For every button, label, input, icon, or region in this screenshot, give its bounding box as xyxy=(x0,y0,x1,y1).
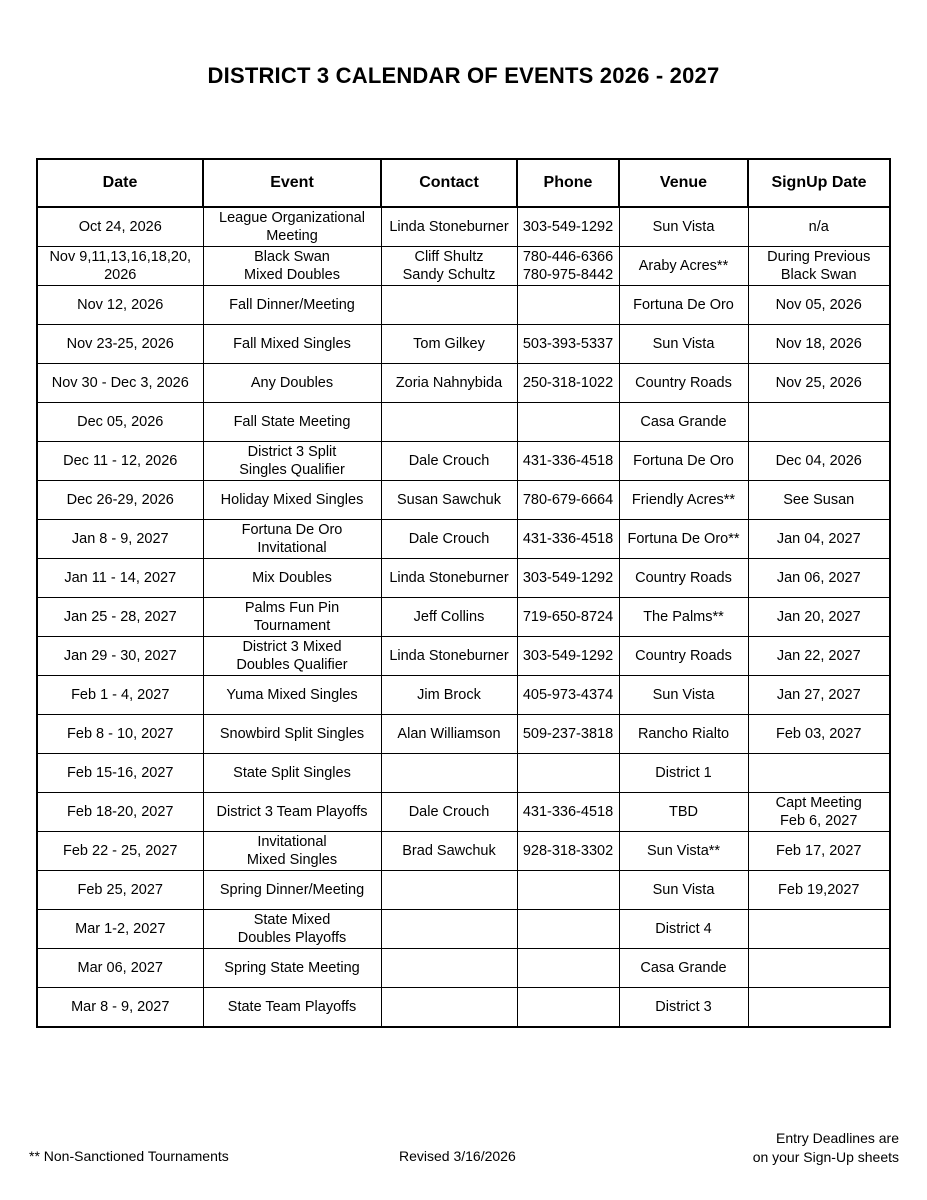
phone-cell xyxy=(517,286,619,325)
signup-date-cell xyxy=(748,988,890,1028)
event-cell: Black Swan Mixed Doubles xyxy=(203,247,381,286)
event-cell: Holiday Mixed Singles xyxy=(203,481,381,520)
venue-cell: Fortuna De Oro** xyxy=(619,520,748,559)
signup-date-cell xyxy=(748,910,890,949)
date-cell: Nov 9,11,13,16,18,20, 2026 xyxy=(37,247,203,286)
table-row xyxy=(37,325,890,364)
phone-cell: 928-318-3302 xyxy=(517,832,619,871)
event-cell: Yuma Mixed Singles xyxy=(203,676,381,715)
signup-date-cell: Nov 05, 2026 xyxy=(748,286,890,325)
signup-date-cell xyxy=(748,754,890,793)
signup-date-cell xyxy=(748,949,890,988)
date-cell: Feb 25, 2027 xyxy=(37,871,203,910)
event-cell: Any Doubles xyxy=(203,364,381,403)
event-cell: State Team Playoffs xyxy=(203,988,381,1028)
footer-revised: Revised 3/16/2026 xyxy=(399,1148,516,1164)
date-cell: Feb 22 - 25, 2027 xyxy=(37,832,203,871)
phone-cell: 780-679-6664 xyxy=(517,481,619,520)
event-cell: Fall State Meeting xyxy=(203,403,381,442)
event-cell: State Split Singles xyxy=(203,754,381,793)
venue-cell: Sun Vista** xyxy=(619,832,748,871)
signup-date-cell: During Previous Black Swan xyxy=(748,247,890,286)
column-header-contact: Contact xyxy=(381,159,517,207)
contact-cell xyxy=(381,910,517,949)
venue-cell: Casa Grande xyxy=(619,403,748,442)
events-table xyxy=(36,158,891,1028)
signup-date-cell: See Susan xyxy=(748,481,890,520)
phone-cell: 303-549-1292 xyxy=(517,207,619,247)
contact-cell: Dale Crouch xyxy=(381,793,517,832)
phone-cell: 303-549-1292 xyxy=(517,559,619,598)
contact-cell: Tom Gilkey xyxy=(381,325,517,364)
contact-cell xyxy=(381,988,517,1028)
column-header-signup-date: SignUp Date xyxy=(748,159,890,207)
table-row xyxy=(37,481,890,520)
signup-date-cell: Jan 04, 2027 xyxy=(748,520,890,559)
venue-cell: Sun Vista xyxy=(619,325,748,364)
contact-cell: Jim Brock xyxy=(381,676,517,715)
phone-cell xyxy=(517,988,619,1028)
column-header-event: Event xyxy=(203,159,381,207)
column-header-date: Date xyxy=(37,159,203,207)
phone-cell xyxy=(517,910,619,949)
contact-cell xyxy=(381,754,517,793)
contact-cell: Jeff Collins xyxy=(381,598,517,637)
phone-cell: 509-237-3818 xyxy=(517,715,619,754)
contact-cell: Susan Sawchuk xyxy=(381,481,517,520)
contact-cell: Linda Stoneburner xyxy=(381,207,517,247)
event-cell: Fall Dinner/Meeting xyxy=(203,286,381,325)
table-row xyxy=(37,871,890,910)
column-header-phone: Phone xyxy=(517,159,619,207)
venue-cell: Fortuna De Oro xyxy=(619,442,748,481)
table-row xyxy=(37,676,890,715)
phone-cell: 405-973-4374 xyxy=(517,676,619,715)
contact-cell xyxy=(381,403,517,442)
date-cell: Jan 25 - 28, 2027 xyxy=(37,598,203,637)
contact-cell: Dale Crouch xyxy=(381,520,517,559)
table-row xyxy=(37,754,890,793)
contact-cell: Linda Stoneburner xyxy=(381,637,517,676)
contact-cell: Alan Williamson xyxy=(381,715,517,754)
footer-note: ** Non-Sanctioned Tournaments xyxy=(29,1148,229,1164)
date-cell: Oct 24, 2026 xyxy=(37,207,203,247)
contact-cell: Zoria Nahnybida xyxy=(381,364,517,403)
signup-date-cell xyxy=(748,403,890,442)
event-cell: Spring State Meeting xyxy=(203,949,381,988)
venue-cell: District 3 xyxy=(619,988,748,1028)
venue-cell: Casa Grande xyxy=(619,949,748,988)
contact-cell xyxy=(381,286,517,325)
date-cell: Jan 29 - 30, 2027 xyxy=(37,637,203,676)
signup-date-cell: Jan 20, 2027 xyxy=(748,598,890,637)
table-row xyxy=(37,442,890,481)
date-cell: Nov 30 - Dec 3, 2026 xyxy=(37,364,203,403)
event-cell: District 3 Split Singles Qualifier xyxy=(203,442,381,481)
date-cell: Nov 23-25, 2026 xyxy=(37,325,203,364)
venue-cell: District 1 xyxy=(619,754,748,793)
signup-date-cell: n/a xyxy=(748,207,890,247)
signup-date-cell: Jan 22, 2027 xyxy=(748,637,890,676)
venue-cell: Sun Vista xyxy=(619,676,748,715)
signup-date-cell: Dec 04, 2026 xyxy=(748,442,890,481)
event-cell: District 3 Mixed Doubles Qualifier xyxy=(203,637,381,676)
table-row xyxy=(37,286,890,325)
venue-cell: Sun Vista xyxy=(619,207,748,247)
venue-cell: Fortuna De Oro xyxy=(619,286,748,325)
phone-cell xyxy=(517,403,619,442)
date-cell: Mar 1-2, 2027 xyxy=(37,910,203,949)
phone-cell: 303-549-1292 xyxy=(517,637,619,676)
phone-cell: 431-336-4518 xyxy=(517,520,619,559)
signup-date-cell: Capt Meeting Feb 6, 2027 xyxy=(748,793,890,832)
contact-cell: Linda Stoneburner xyxy=(381,559,517,598)
table-row xyxy=(37,949,890,988)
phone-cell: 431-336-4518 xyxy=(517,442,619,481)
date-cell: Jan 8 - 9, 2027 xyxy=(37,520,203,559)
table-row xyxy=(37,793,890,832)
table-row xyxy=(37,715,890,754)
event-cell: Snowbird Split Singles xyxy=(203,715,381,754)
signup-date-cell: Nov 25, 2026 xyxy=(748,364,890,403)
event-cell: Invitational Mixed Singles xyxy=(203,832,381,871)
contact-cell: Cliff Shultz Sandy Schultz xyxy=(381,247,517,286)
venue-cell: District 4 xyxy=(619,910,748,949)
phone-cell: 431-336-4518 xyxy=(517,793,619,832)
signup-date-cell: Feb 17, 2027 xyxy=(748,832,890,871)
date-cell: Feb 18-20, 2027 xyxy=(37,793,203,832)
date-cell: Mar 8 - 9, 2027 xyxy=(37,988,203,1028)
date-cell: Feb 15-16, 2027 xyxy=(37,754,203,793)
event-cell: District 3 Team Playoffs xyxy=(203,793,381,832)
date-cell: Feb 1 - 4, 2027 xyxy=(37,676,203,715)
event-cell: Mix Doubles xyxy=(203,559,381,598)
event-cell: Palms Fun Pin Tournament xyxy=(203,598,381,637)
signup-date-cell: Jan 06, 2027 xyxy=(748,559,890,598)
venue-cell: Country Roads xyxy=(619,364,748,403)
events-table-body xyxy=(37,207,890,1027)
contact-cell xyxy=(381,949,517,988)
table-row xyxy=(37,207,890,247)
event-cell: Fall Mixed Singles xyxy=(203,325,381,364)
table-row xyxy=(37,403,890,442)
header-row xyxy=(37,159,890,207)
phone-cell xyxy=(517,949,619,988)
event-cell: League Organizational Meeting xyxy=(203,207,381,247)
event-cell: State Mixed Doubles Playoffs xyxy=(203,910,381,949)
date-cell: Mar 06, 2027 xyxy=(37,949,203,988)
phone-cell xyxy=(517,871,619,910)
phone-cell: 719-650-8724 xyxy=(517,598,619,637)
date-cell: Dec 11 - 12, 2026 xyxy=(37,442,203,481)
footer-deadlines: Entry Deadlines are on your Sign-Up sheets xyxy=(752,1130,899,1165)
signup-date-cell: Nov 18, 2026 xyxy=(748,325,890,364)
phone-cell: 503-393-5337 xyxy=(517,325,619,364)
table-row xyxy=(37,910,890,949)
contact-cell: Dale Crouch xyxy=(381,442,517,481)
event-cell: Fortuna De Oro Invitational xyxy=(203,520,381,559)
table-row xyxy=(37,832,890,871)
phone-cell xyxy=(517,754,619,793)
table-row xyxy=(37,598,890,637)
contact-cell: Brad Sawchuk xyxy=(381,832,517,871)
date-cell: Dec 05, 2026 xyxy=(37,403,203,442)
table-row xyxy=(37,559,890,598)
signup-date-cell: Feb 19,2027 xyxy=(748,871,890,910)
venue-cell: The Palms** xyxy=(619,598,748,637)
table-row xyxy=(37,364,890,403)
venue-cell: Rancho Rialto xyxy=(619,715,748,754)
page-title: DISTRICT 3 CALENDAR OF EVENTS 2026 - 2027 xyxy=(207,63,720,88)
signup-date-cell: Jan 27, 2027 xyxy=(748,676,890,715)
column-header-venue: Venue xyxy=(619,159,748,207)
phone-cell: 780-446-6366 780-975-8442 xyxy=(517,247,619,286)
phone-cell: 250-318-1022 xyxy=(517,364,619,403)
venue-cell: Country Roads xyxy=(619,559,748,598)
venue-cell: Araby Acres** xyxy=(619,247,748,286)
table-row xyxy=(37,637,890,676)
venue-cell: TBD xyxy=(619,793,748,832)
table-row xyxy=(37,520,890,559)
table-row xyxy=(37,247,890,286)
venue-cell: Friendly Acres** xyxy=(619,481,748,520)
event-cell: Spring Dinner/Meeting xyxy=(203,871,381,910)
date-cell: Dec 26-29, 2026 xyxy=(37,481,203,520)
date-cell: Jan 11 - 14, 2027 xyxy=(37,559,203,598)
venue-cell: Country Roads xyxy=(619,637,748,676)
contact-cell xyxy=(381,871,517,910)
venue-cell: Sun Vista xyxy=(619,871,748,910)
signup-date-cell: Feb 03, 2027 xyxy=(748,715,890,754)
date-cell: Nov 12, 2026 xyxy=(37,286,203,325)
date-cell: Feb 8 - 10, 2027 xyxy=(37,715,203,754)
table-row xyxy=(37,988,890,1028)
